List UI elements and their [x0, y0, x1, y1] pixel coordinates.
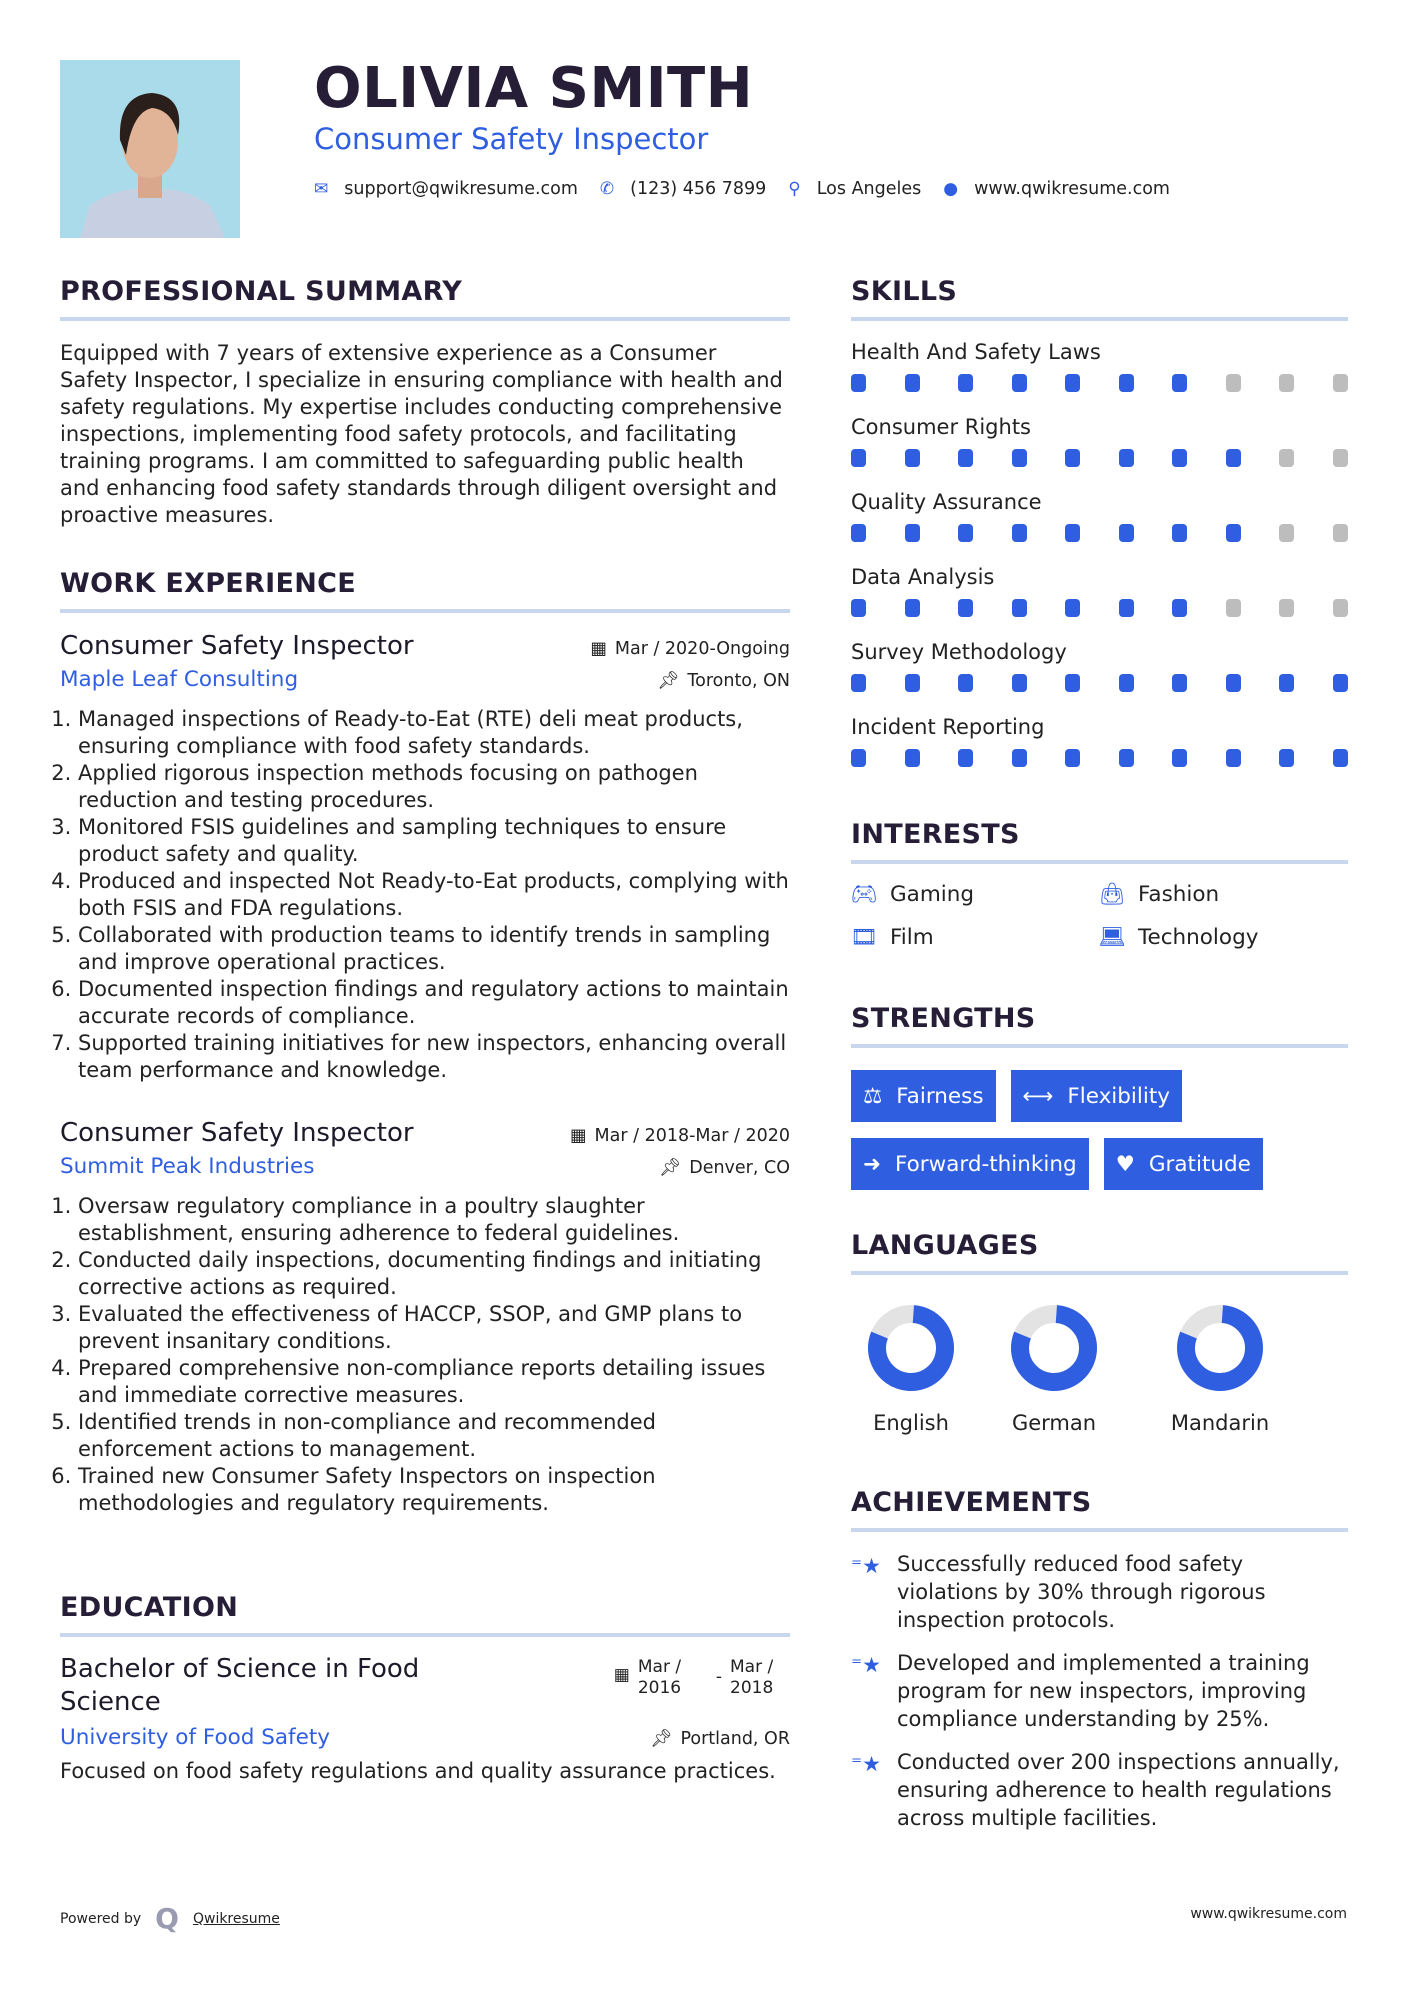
candidate-title: Consumer Safety Inspector [314, 122, 709, 156]
job-title: Consumer Safety Inspector [60, 631, 414, 661]
work-section [60, 568, 790, 1517]
skill-rating [851, 749, 1348, 767]
strength-badge [851, 1138, 1089, 1190]
skill-level-dot [958, 749, 973, 767]
skill-level-dot [1226, 599, 1241, 617]
section-heading: LANGUAGES [851, 1230, 1039, 1261]
duty-item: 3. Evaluated the effectiveness of HACCP, SSOP, and GMP plans to prevent insanitary conditions. [78, 1301, 790, 1355]
skill-level-dot [1172, 449, 1187, 467]
strength-badge [1011, 1070, 1182, 1122]
skill-level-dot [1119, 674, 1134, 692]
profile-photo [60, 60, 240, 238]
duty-item: 6. Documented inspection findings and regulatory actions to maintain accurate records of compliance. [78, 976, 790, 1030]
strength-label: Fairness [896, 1083, 984, 1109]
skill-level-dot [1333, 524, 1348, 542]
edu-description: Focused on food safety regulations and quality assurance practices. [60, 1759, 776, 1783]
language-item [1137, 1303, 1303, 1435]
skill-rating [851, 599, 1348, 617]
interest-item [1099, 882, 1348, 907]
skill-item [851, 715, 1348, 790]
duty-item: 4. Produced and inspected Not Ready-to-Eat products, complying with both FSIS and FDA regulations. [78, 868, 790, 922]
candidate-name: OLIVIA SMITH [314, 56, 754, 121]
language-label: Mandarin [1170, 1411, 1270, 1435]
website-link[interactable]: www.qwikresume.com [974, 179, 1170, 199]
heart-icon: ♥ [1115, 1151, 1135, 1177]
languages-section [851, 1230, 1348, 1435]
skill-level-dot [1065, 674, 1080, 692]
skill-level-dot [958, 524, 973, 542]
qwikresume-logo-icon: Q [155, 1902, 179, 1935]
skill-level-dot [1172, 374, 1187, 392]
language-item [851, 1303, 971, 1435]
skill-level-dot [1012, 599, 1027, 617]
degree-title: Bachelor of Science in Food Science [60, 1654, 420, 1717]
film-icon: 🎞︎ [850, 925, 878, 950]
footer-website[interactable]: www.qwikresume.com [1190, 1906, 1347, 1922]
pin-icon: 📌︎ [650, 1729, 673, 1749]
duty-item: 6. Trained new Consumer Safety Inspectors on inspection methodologies and regulatory requirements. [78, 1463, 790, 1517]
duty-item: 1. Oversaw regulatory compliance in a poultry slaughter establishment, ensuring adherence to federal guidelines. [78, 1193, 790, 1247]
skill-level-dot [1119, 374, 1134, 392]
skill-level-dot [851, 749, 866, 767]
section-heading: WORK EXPERIENCE [60, 568, 356, 599]
skill-level-dot [1226, 674, 1241, 692]
job-dates: Mar / 2018-Mar / 2020 [594, 1126, 790, 1146]
section-heading: EDUCATION [60, 1592, 239, 1623]
skill-level-dot [1226, 749, 1241, 767]
star-icon: ⁼★ [851, 1653, 881, 1677]
skill-level-dot [1226, 374, 1241, 392]
strength-label: Gratitude [1148, 1151, 1251, 1177]
strength-label: Flexibility [1067, 1083, 1170, 1109]
globe-icon: ● [943, 179, 959, 199]
skill-level-dot [958, 599, 973, 617]
language-donut [1175, 1303, 1265, 1393]
section-heading: PROFESSIONAL SUMMARY [60, 276, 463, 307]
interest-label: Gaming [890, 882, 975, 907]
achievement-item [851, 1550, 1348, 1634]
job-location: Denver, CO [689, 1158, 790, 1178]
gamepad-icon: 🎮︎ [850, 882, 878, 907]
star-icon: ⁼★ [851, 1752, 881, 1776]
skill-level-dot [1012, 524, 1027, 542]
divider [851, 317, 1348, 321]
divider [60, 317, 790, 321]
skill-level-dot [1226, 524, 1241, 542]
skill-level-dot [1065, 449, 1080, 467]
skill-level-dot [905, 374, 920, 392]
skill-item [851, 340, 1348, 415]
divider [851, 1044, 1348, 1048]
skill-level-dot [851, 374, 866, 392]
section-heading: STRENGTHS [851, 1003, 1036, 1034]
skill-level-dot [1065, 599, 1080, 617]
achievement-text: Successfully reduced food safety violations by 30% through rigorous inspection protocols. [897, 1552, 1266, 1632]
skill-item [851, 415, 1348, 490]
shopping-bag-icon: 👜︎ [1098, 882, 1126, 907]
calendar-icon: ▦ [569, 1126, 587, 1146]
skill-level-dot [1012, 449, 1027, 467]
skill-level-dot [1119, 599, 1134, 617]
arrow-right-icon: ➜ [863, 1151, 882, 1177]
skill-rating [851, 524, 1348, 542]
skill-rating [851, 674, 1348, 692]
divider [851, 1271, 1348, 1275]
skill-level-dot [905, 749, 920, 767]
skill-level-dot [1012, 674, 1027, 692]
skill-label: Health And Safety Laws [851, 340, 1101, 364]
email-link[interactable]: support@qwikresume.com [344, 179, 578, 199]
company-name: Summit Peak Industries [60, 1154, 315, 1179]
skill-level-dot [851, 599, 866, 617]
skill-item [851, 490, 1348, 565]
skill-level-dot [958, 449, 973, 467]
skill-level-dot [958, 674, 973, 692]
language-label: German [1011, 1411, 1097, 1435]
language-donut [1009, 1303, 1099, 1393]
skill-level-dot [1333, 449, 1348, 467]
skill-item [851, 640, 1348, 715]
job-location: Toronto, ON [687, 671, 790, 691]
powered-by-label: Powered by [60, 1910, 142, 1927]
duty-item: 5. Collaborated with production teams to identify trends in sampling and improve operational practices. [78, 922, 790, 976]
interest-label: Fashion [1138, 882, 1220, 907]
arrows-h-icon: ⟷ [1022, 1083, 1054, 1109]
duty-item: 3. Monitored FSIS guidelines and sampling techniques to ensure product safety and quality. [78, 814, 790, 868]
skill-level-dot [905, 524, 920, 542]
interest-item [1099, 925, 1348, 950]
skill-level-dot [1279, 524, 1294, 542]
skill-level-dot [1279, 449, 1294, 467]
duty-item: 2. Applied rigorous inspection methods focusing on pathogen reduction and testing procedures. [78, 760, 790, 814]
skill-level-dot [958, 374, 973, 392]
skill-level-dot [1279, 674, 1294, 692]
divider [60, 1633, 790, 1637]
job-title: Consumer Safety Inspector [60, 1118, 414, 1148]
skill-level-dot [851, 524, 866, 542]
company-name: Maple Leaf Consulting [60, 667, 299, 692]
achievement-text: Developed and implemented a training program for new inspectors, improving compliance understanding by 25%. [897, 1651, 1310, 1731]
qwikresume-link[interactable]: Qwikresume [192, 1910, 280, 1927]
interest-item [851, 882, 1099, 907]
pin-icon: 📌︎ [659, 1158, 682, 1178]
skill-level-dot [1065, 524, 1080, 542]
skill-level-dot [1172, 674, 1187, 692]
location-text: Los Angeles [816, 179, 922, 199]
language-item [971, 1303, 1137, 1435]
skill-rating [851, 449, 1348, 467]
skill-rating [851, 374, 1348, 392]
skill-level-dot [1333, 599, 1348, 617]
skill-level-dot [1065, 749, 1080, 767]
strength-badge [851, 1070, 996, 1122]
skill-level-dot [1333, 674, 1348, 692]
skill-level-dot [851, 674, 866, 692]
job-entry [60, 1118, 790, 1517]
contact-bar [314, 179, 1192, 199]
skill-level-dot [905, 449, 920, 467]
skill-level-dot [1333, 749, 1348, 767]
achievement-item [851, 1748, 1348, 1832]
interest-item [851, 925, 1099, 950]
skill-level-dot [1119, 449, 1134, 467]
laptop-icon: 💻︎ [1098, 925, 1126, 950]
calendar-icon: ▦ [613, 1665, 630, 1685]
skill-level-dot [1333, 374, 1348, 392]
skill-level-dot [1279, 374, 1294, 392]
section-heading: SKILLS [851, 276, 958, 307]
skill-label: Data Analysis [851, 565, 995, 589]
job-duties [60, 706, 790, 1084]
map-pin-icon: ⚲ [788, 179, 801, 199]
duty-item: 1. Managed inspections of Ready-to-Eat (RTE) deli meat products, ensuring compliance with food safety standards. [78, 706, 790, 760]
skill-level-dot [1012, 374, 1027, 392]
job-duties [60, 1193, 790, 1517]
divider [60, 609, 790, 613]
interest-label: Technology [1138, 925, 1259, 950]
achievements-section [851, 1487, 1348, 1847]
job-entry [60, 631, 790, 1084]
divider [851, 1528, 1348, 1532]
envelope-icon: ✉ [314, 179, 329, 199]
strength-badge [1104, 1138, 1263, 1190]
edu-start-date: Mar / 2016 [637, 1657, 682, 1698]
skill-level-dot [905, 674, 920, 692]
school-name: University of Food Safety [60, 1725, 331, 1750]
interest-label: Film [890, 925, 934, 950]
job-dates: Mar / 2020-Ongoing [614, 639, 790, 659]
skill-label: Survey Methodology [851, 640, 1067, 664]
skill-level-dot [1172, 599, 1187, 617]
skill-level-dot [1172, 749, 1187, 767]
education-section [60, 1592, 790, 1785]
star-icon: ⁼★ [851, 1554, 881, 1578]
divider [851, 860, 1348, 864]
interests-section [851, 819, 1348, 950]
language-donut [866, 1303, 956, 1393]
pin-icon: 📌︎ [657, 671, 680, 691]
edu-end-date: Mar / 2018 [730, 1657, 774, 1698]
summary-section [60, 276, 790, 529]
skill-level-dot [1012, 749, 1027, 767]
skill-level-dot [1119, 524, 1134, 542]
phone-text: (123) 456 7899 [630, 179, 767, 199]
skill-level-dot [1279, 599, 1294, 617]
achievement-item [851, 1649, 1348, 1733]
strength-label: Forward-thinking [895, 1151, 1077, 1177]
skill-level-dot [1065, 374, 1080, 392]
section-heading: INTERESTS [851, 819, 1020, 850]
skill-label: Quality Assurance [851, 490, 1042, 514]
skill-label: Consumer Rights [851, 415, 1031, 439]
duty-item: 4. Prepared comprehensive non-compliance reports detailing issues and immediate corrective measures. [78, 1355, 790, 1409]
duty-item: 5. Identified trends in non-compliance and recommended enforcement actions to management. [78, 1409, 790, 1463]
section-heading: ACHIEVEMENTS [851, 1487, 1092, 1518]
skill-level-dot [1172, 524, 1187, 542]
skill-label: Incident Reporting [851, 715, 1045, 739]
date-separator: - [715, 1667, 722, 1687]
footer-left [60, 1902, 280, 1935]
summary-text: Equipped with 7 years of extensive experience as a Consumer Safety Inspector, I specialize in ensuring compliance with health and safety regulations. My expertise includes conducting comprehensive inspections, implementing food safety protocols, and facilitating training programs. I am committed to safeguarding public health and enhancing food safety standards through diligent oversight and proactive measures. [60, 341, 783, 527]
achievement-text: Conducted over 200 inspections annually, ensuring adherence to health regulations across multiple facilities. [897, 1750, 1340, 1830]
duty-item: 7. Supported training initiatives for new inspectors, enhancing overall team performance and knowledge. [78, 1030, 790, 1084]
skill-level-dot [1226, 449, 1241, 467]
skill-level-dot [851, 449, 866, 467]
phone-icon: ✆ [599, 179, 615, 199]
skill-level-dot [905, 599, 920, 617]
calendar-icon: ▦ [590, 639, 607, 659]
language-label: English [873, 1411, 949, 1435]
skill-level-dot [1279, 749, 1294, 767]
strengths-section [851, 1003, 1348, 1190]
skills-section [851, 276, 1348, 790]
skill-item [851, 565, 1348, 640]
scale-icon: ⚖ [863, 1083, 883, 1109]
skill-level-dot [1119, 749, 1134, 767]
edu-location: Portland, OR [680, 1729, 790, 1749]
duty-item: 2. Conducted daily inspections, documenting findings and initiating corrective actions as required. [78, 1247, 790, 1301]
